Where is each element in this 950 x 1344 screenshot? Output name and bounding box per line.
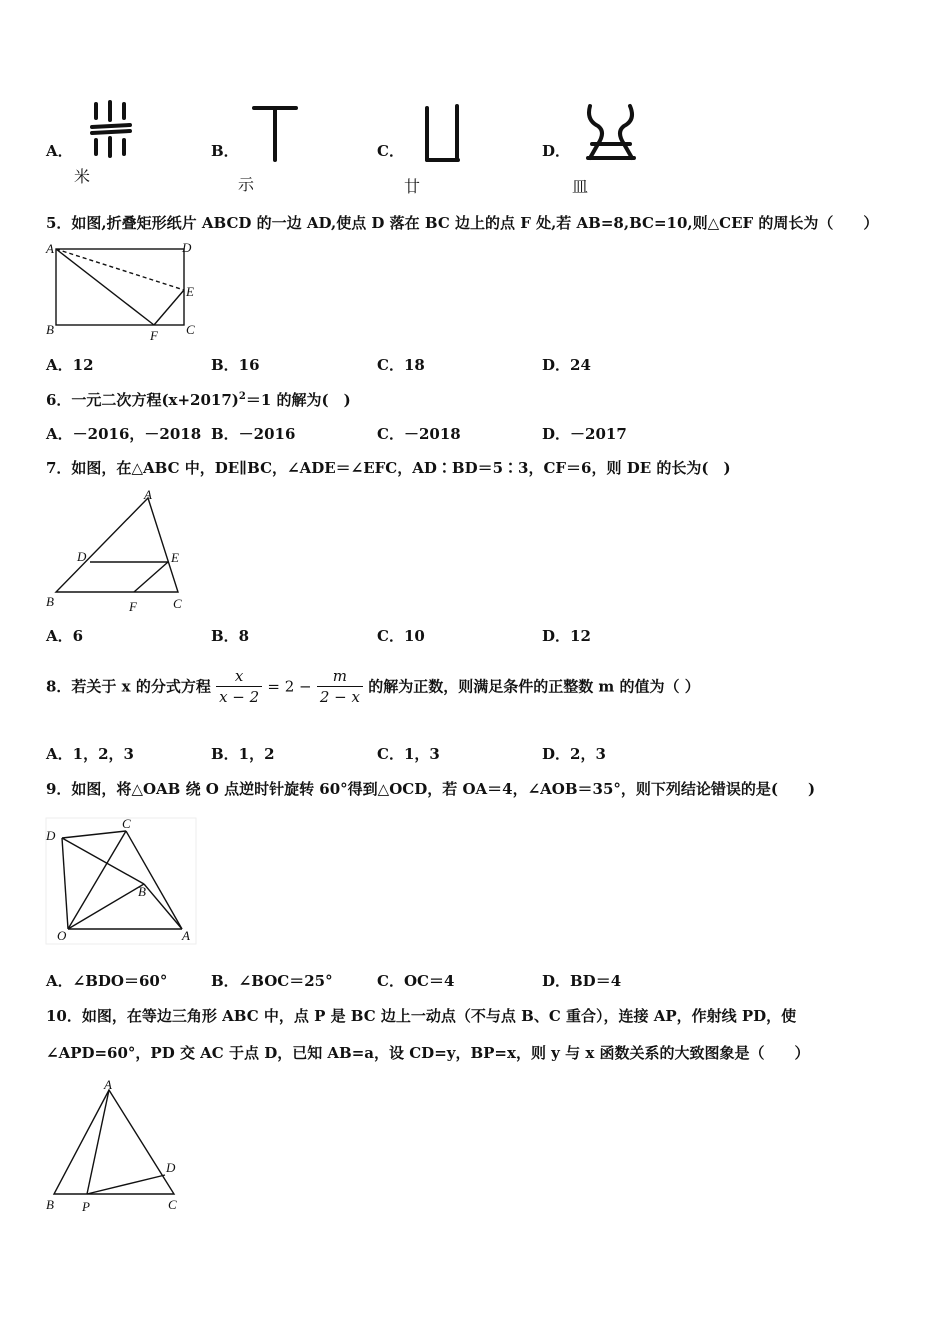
q4-option-a-caption: 米 bbox=[74, 167, 91, 186]
q6-option-c[interactable]: C．－2018 bbox=[377, 425, 461, 443]
q9-option-a[interactable]: A．∠BDO＝60° bbox=[46, 972, 168, 990]
q4-option-b-caption: 示 bbox=[238, 175, 255, 194]
q6-option-d[interactable]: D．－2017 bbox=[542, 425, 627, 443]
q7-text: 7．如图，在△ABC 中，DE∥BC，∠ADE＝∠EFC，AD∶BD＝5∶3，CF＝6，则 DE 的长为( ) bbox=[46, 459, 731, 477]
q8-frac2-den: 2 − x bbox=[319, 688, 360, 706]
q8-fraction-left bbox=[216, 666, 262, 707]
q10-text-line2: ∠APD=60°，PD 交 AC 于点 D，已知 AB=a，设 CD=y，BP=x，则 y 与 x 函数关系的大致图象是（ ） bbox=[46, 1044, 810, 1062]
q6-option-a[interactable]: A．－2016，－2018 bbox=[46, 425, 202, 443]
q5-label-e: E bbox=[186, 284, 194, 299]
q9-option-d[interactable]: D．BD＝4 bbox=[542, 972, 622, 990]
q8-option-a[interactable]: A．1，2，3 bbox=[46, 745, 134, 763]
q9-option-c[interactable]: C．OC＝4 bbox=[377, 972, 455, 990]
q8-fraction-right bbox=[317, 666, 363, 707]
q4-option-b-letter: B． bbox=[211, 142, 239, 160]
q7-label-e: E bbox=[171, 550, 179, 565]
q8-frac2-num: m bbox=[317, 666, 363, 687]
q7-label-a: A bbox=[144, 487, 152, 502]
q5-label-b: B bbox=[46, 322, 54, 337]
q7-label-b: B bbox=[46, 594, 54, 609]
q10-text-line1: 10．如图，在等边三角形 ABC 中，点 P 是 BC 边上一动点（不与点 B、C 重合），连接 AP，作射线 PD，使 bbox=[46, 1007, 797, 1025]
q4-option-c-letter: C． bbox=[377, 142, 404, 160]
q6-text-sup: 2 bbox=[238, 391, 246, 402]
q7-figure bbox=[44, 486, 194, 610]
q9-label-d: D bbox=[46, 828, 56, 843]
q4-option-d-letter: D． bbox=[542, 142, 571, 160]
q5-label-a: A bbox=[46, 241, 54, 256]
q5-option-b[interactable]: B．16 bbox=[211, 356, 260, 374]
q5-option-d[interactable]: D．24 bbox=[542, 356, 591, 374]
q8-frac1-num: x bbox=[216, 666, 262, 687]
q5-option-a[interactable]: A．12 bbox=[46, 356, 94, 374]
q7-option-b[interactable]: B．8 bbox=[211, 627, 250, 645]
q5-figure bbox=[44, 240, 204, 344]
q10-figure bbox=[44, 1076, 194, 1216]
q10-label-a: A bbox=[104, 1077, 112, 1092]
q8-option-c[interactable]: C．1，3 bbox=[377, 745, 440, 763]
q10-label-c: C bbox=[168, 1197, 177, 1212]
q7-option-c[interactable]: C．10 bbox=[377, 627, 425, 645]
q4-option-d-glyph bbox=[584, 100, 640, 164]
q10-label-d: D bbox=[166, 1160, 176, 1175]
q8-text-prefix: 8．若关于 x 的分式方程 bbox=[46, 677, 211, 696]
q8-text bbox=[46, 666, 700, 707]
q6-text-prefix: 6．一元二次方程(x+2017) bbox=[46, 391, 239, 409]
q7-option-a[interactable]: A．6 bbox=[46, 627, 84, 645]
q9-label-o: O bbox=[57, 928, 67, 943]
q4-option-b-glyph bbox=[250, 100, 300, 162]
q8-option-d[interactable]: D．2，3 bbox=[542, 745, 606, 763]
q5-text: 5．如图,折叠矩形纸片 ABCD 的一边 AD,使点 D 落在 BC 边上的点 F 处,若 AB=8,BC=10,则△CEF 的周长为（ ） bbox=[46, 214, 879, 232]
q7-label-c: C bbox=[173, 596, 182, 611]
q10-label-b: B bbox=[46, 1197, 54, 1212]
q9-label-b: B bbox=[138, 884, 146, 899]
q4-option-a-letter: A． bbox=[46, 142, 73, 160]
q9-label-a: A bbox=[182, 928, 190, 943]
q4-option-d-caption: 皿 bbox=[572, 177, 589, 196]
q7-label-f: F bbox=[129, 599, 137, 614]
q8-option-b[interactable]: B．1，2 bbox=[211, 745, 275, 763]
q6-text bbox=[46, 389, 351, 410]
q8-frac1-den: x − 2 bbox=[219, 688, 260, 706]
q8-text-suffix: 的解为正数，则满足条件的正整数 m 的值为（ ） bbox=[368, 677, 700, 696]
q5-option-c[interactable]: C．18 bbox=[377, 356, 425, 374]
q6-option-b[interactable]: B．－2016 bbox=[211, 425, 296, 443]
q8-text-mid: = 2 − bbox=[267, 677, 312, 696]
q9-label-c: C bbox=[122, 816, 131, 831]
q7-label-d: D bbox=[77, 549, 87, 564]
q10-label-p: P bbox=[82, 1199, 90, 1214]
q7-option-d[interactable]: D．12 bbox=[542, 627, 591, 645]
q4-option-c-caption: 廿 bbox=[404, 177, 421, 196]
q9-text: 9．如图，将△OAB 绕 O 点逆时针旋转 60°得到△OCD，若 OA＝4，∠AOB＝35°，则下列结论错误的是( ) bbox=[46, 780, 816, 798]
q5-label-f: F bbox=[150, 328, 158, 343]
q9-figure bbox=[44, 816, 200, 948]
q6-text-suffix: ＝1 的解为( ) bbox=[245, 391, 351, 409]
q9-option-b[interactable]: B．∠BOC＝25° bbox=[211, 972, 333, 990]
q4-option-c-glyph bbox=[420, 104, 464, 166]
q5-label-d: D bbox=[182, 240, 192, 255]
q5-label-c: C bbox=[186, 322, 195, 337]
q4-option-a-glyph bbox=[88, 100, 138, 160]
